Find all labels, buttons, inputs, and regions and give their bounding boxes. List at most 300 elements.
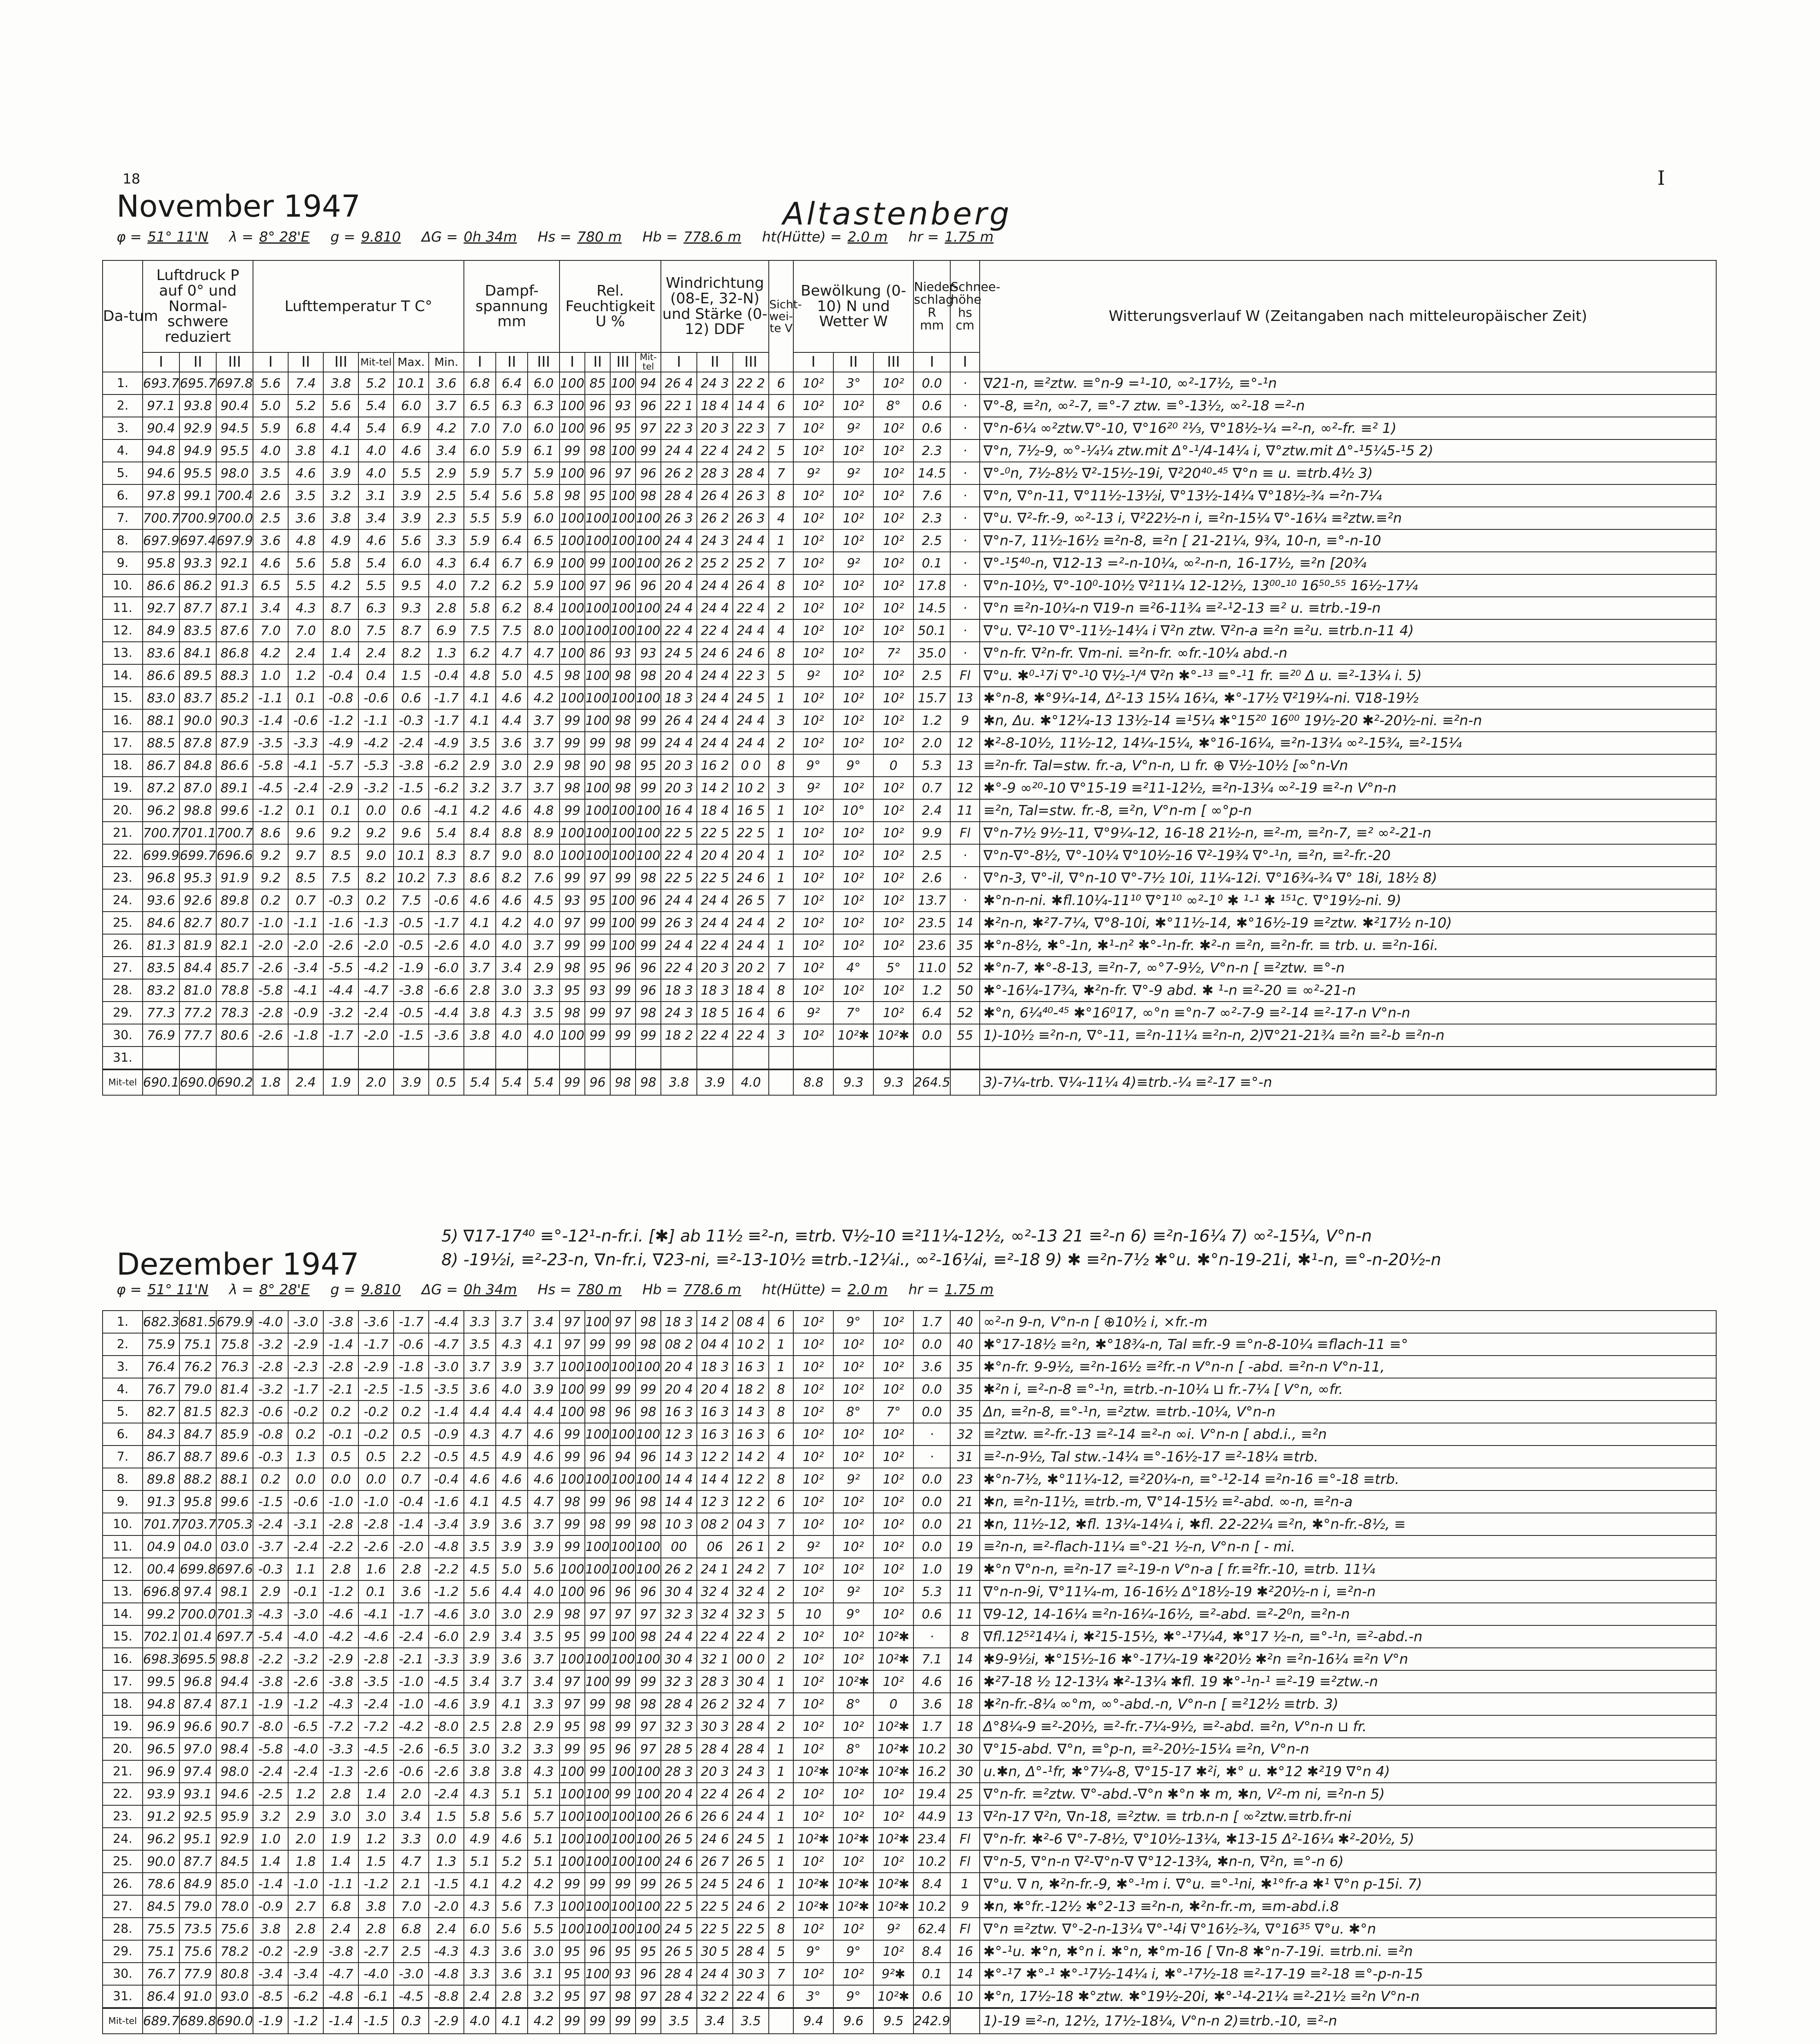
weather-notes-cell: ∇°n-10½, ∇°-10⁰-10½ ∇²11¼ 12-12½, 13⁰⁰-¹⁰ 16⁵⁰-⁵⁵ 16½-17¼: [980, 574, 1716, 597]
value-cell: 2: [769, 1783, 793, 1805]
value-cell: 24 4: [697, 687, 733, 709]
value-cell: 10²: [793, 1468, 833, 1490]
value-cell: 8.4: [528, 597, 560, 619]
value-cell: 10²✱: [873, 1828, 913, 1850]
value-cell: 62.4: [913, 1918, 950, 1940]
value-cell: 8.2: [358, 867, 394, 889]
value-cell: -4.0: [253, 1311, 288, 1333]
value-cell: 10²: [793, 1513, 833, 1535]
value-cell: 100: [560, 1648, 585, 1670]
value-cell: 5.1: [528, 1828, 560, 1850]
value-cell: -1.3: [323, 1760, 358, 1783]
value-cell: 10.2: [394, 867, 429, 889]
mean-value: 98: [636, 1069, 661, 1095]
value-cell: 9.0: [358, 844, 394, 867]
value-cell: -0.5: [394, 1002, 429, 1024]
value-cell: 100: [585, 1828, 610, 1850]
value-cell: 3.3: [464, 1311, 496, 1333]
value-cell: 26 3: [733, 484, 769, 507]
value-cell: 4.8: [528, 799, 560, 822]
value-cell: 10²: [833, 597, 873, 619]
value-cell: 30 5: [697, 1940, 733, 1963]
value-cell: 98: [610, 709, 636, 732]
value-cell: -0.9: [288, 1002, 323, 1024]
value-cell: 100: [610, 889, 636, 912]
value-cell: 96.2: [143, 1828, 179, 1850]
value-cell: 98: [610, 1693, 636, 1715]
value-cell: -4.6: [429, 1603, 464, 1625]
value-cell: 10 2: [733, 1333, 769, 1356]
mean-value: 5.4: [528, 1069, 560, 1095]
value-cell: -2.4: [288, 1535, 323, 1558]
day-row: [103, 642, 1716, 664]
value-cell: 9²: [793, 777, 833, 799]
weather-notes-cell: ✱°n-n-ni. ✱fl.10¼-11¹⁰ ∇°1¹⁰ ∞²-1⁰ ✱ ¹-¹ ✱ ¹⁵¹c. ∇°19½-ni. 9): [980, 889, 1716, 912]
value-cell: 96: [636, 889, 661, 912]
value-cell: 9°: [833, 1985, 873, 2008]
value-cell: -5.8: [253, 979, 288, 1002]
value-cell: 100: [560, 1895, 585, 1918]
value-cell: 95.3: [179, 867, 216, 889]
november-table: [102, 260, 1717, 1096]
value-cell: 08 2: [661, 1333, 697, 1356]
value-cell: 97: [560, 1670, 585, 1693]
value-cell: 99: [610, 1715, 636, 1738]
value-cell: 89.8: [143, 1468, 179, 1490]
day-row: [103, 619, 1716, 642]
value-cell: -4.3: [429, 1940, 464, 1963]
value-cell: 18: [950, 1693, 980, 1715]
mean-value: 9.3: [833, 1069, 873, 1095]
day-cell: 31.: [103, 1047, 143, 1069]
value-cell: 3.7: [528, 934, 560, 957]
value-cell: 2.9: [528, 754, 560, 777]
day-cell: 28.: [103, 1918, 143, 1940]
value-cell: 11: [950, 1603, 980, 1625]
value-cell: 100: [585, 1895, 610, 1918]
value-cell: 24 4: [697, 709, 733, 732]
value-cell: 19: [950, 1535, 980, 1558]
value-cell: 32 3: [661, 1715, 697, 1738]
value-cell: 5°: [873, 957, 913, 979]
value-cell: 3.6: [496, 1648, 528, 1670]
value-cell: 3.3: [429, 529, 464, 552]
value-cell: -4.0: [288, 1625, 323, 1648]
day-row: [103, 1850, 1716, 1873]
obs-mittel: Mit-tel: [358, 352, 394, 372]
weather-notes-cell: ∇°15-abd. ∇°n, ≡°p-n, ≡²-20½-15¼ ≡²n, V°n-n: [980, 1738, 1716, 1760]
value-cell: 5.9: [496, 439, 528, 462]
value-cell: 90.0: [143, 1850, 179, 1873]
value-cell: 698.3: [143, 1648, 179, 1670]
mean-value: -1.5: [358, 2008, 394, 2034]
weather-notes-cell: ✱°-¹7 ✱°-¹ ✱°-¹7½-14¼ i, ✱°-¹7½-18 ≡²-17-19 ≡²-18 ≡°-p-n-15: [980, 1963, 1716, 1985]
value-cell: 99: [610, 867, 636, 889]
value-cell: 8.0: [528, 844, 560, 867]
value-cell: 100: [636, 1468, 661, 1490]
value-cell: 13: [950, 754, 980, 777]
value-cell: 95.1: [179, 1828, 216, 1850]
value-cell: ·: [950, 529, 980, 552]
value-cell: 3.5: [528, 1625, 560, 1648]
value-cell: [636, 1047, 661, 1069]
value-cell: 10²: [873, 574, 913, 597]
value-cell: 5.4: [358, 552, 394, 574]
value-cell: 10²: [873, 1468, 913, 1490]
value-cell: 99: [636, 934, 661, 957]
value-cell: 98: [585, 439, 610, 462]
value-cell: 4.0: [253, 439, 288, 462]
value-cell: 8: [769, 979, 793, 1002]
value-cell: 8.4: [464, 822, 496, 844]
day-cell: 10.: [103, 574, 143, 597]
value-cell: 3.7: [528, 1513, 560, 1535]
value-cell: 1: [950, 1873, 980, 1895]
value-cell: 4.1: [496, 1693, 528, 1715]
value-cell: 24 6: [733, 1895, 769, 1918]
value-cell: 100: [636, 1423, 661, 1446]
value-cell: 7.5: [496, 619, 528, 642]
value-cell: -1.2: [429, 1580, 464, 1603]
value-cell: 21: [950, 1513, 980, 1535]
value-cell: 24 3: [697, 529, 733, 552]
day-row: [103, 754, 1716, 777]
value-cell: -1.6: [429, 1490, 464, 1513]
day-cell: 11.: [103, 597, 143, 619]
value-cell: 98: [560, 957, 585, 979]
value-cell: 97: [585, 867, 610, 889]
value-cell: 8°: [833, 1401, 873, 1423]
value-cell: 3.7: [528, 1356, 560, 1378]
value-cell: [769, 1047, 793, 1069]
value-cell: 18 3: [661, 1311, 697, 1333]
value-cell: 24 6: [733, 867, 769, 889]
value-cell: -4.5: [358, 1738, 394, 1760]
dezember-coordinates: φ = 51° 11'N λ = 8° 28'E g = 9.810 ΔG = 0h 34m Hs = 780 m Hb = 778.6 m ht(Hütte) = 2.0 m hr = 1.75 m: [116, 1282, 994, 1298]
value-cell: 55: [950, 1024, 980, 1047]
day-row: [103, 777, 1716, 799]
value-cell: -7.2: [358, 1715, 394, 1738]
value-cell: 10²: [873, 822, 913, 844]
value-cell: 3.8: [496, 1760, 528, 1783]
value-cell: 5.1: [528, 1783, 560, 1805]
weather-notes-cell: ✱n, ✱°fr.-12½ ✱°2-13 ≡²n-n, ✱²n-fr.-m, ≡m-abd.i.8: [980, 1895, 1716, 1918]
value-cell: -3.4: [288, 957, 323, 979]
value-cell: 28 4: [661, 1963, 697, 1985]
value-cell: 10²: [793, 912, 833, 934]
value-cell: 100: [560, 574, 585, 597]
value-cell: 97: [560, 1333, 585, 1356]
value-cell: -1.7: [323, 1024, 358, 1047]
value-cell: 6: [769, 1985, 793, 2008]
value-cell: 3.6: [496, 1963, 528, 1985]
value-cell: 84.1: [179, 642, 216, 664]
value-cell: 3.9: [464, 1693, 496, 1715]
value-cell: -2.7: [358, 1940, 394, 1963]
value-cell: 6.4: [913, 1002, 950, 1024]
value-cell: 22 4: [733, 1985, 769, 2008]
value-cell: 4.3: [464, 1895, 496, 1918]
value-cell: 700.7: [216, 822, 253, 844]
value-cell: 10²: [873, 709, 913, 732]
day-cell: 23.: [103, 1805, 143, 1828]
value-cell: 30 3: [733, 1963, 769, 1985]
value-cell: 1: [769, 822, 793, 844]
value-cell: 100: [610, 507, 636, 529]
mean-value: 4.2: [528, 2008, 560, 2034]
day-row: [103, 1378, 1716, 1401]
value-cell: 84.4: [179, 957, 216, 979]
value-cell: 7.6: [913, 484, 950, 507]
day-cell: 19.: [103, 777, 143, 799]
value-cell: -3.0: [429, 1356, 464, 1378]
value-cell: 10²: [793, 957, 833, 979]
value-cell: 1.9: [323, 1828, 358, 1850]
value-cell: 2.9: [464, 754, 496, 777]
weather-notes-cell: Δ°8¼-9 ≡²-20½, ≡²-fr.-7¼-9½, ≡²-abd. ≡²n, V°n-n ⊔ fr.: [980, 1715, 1716, 1738]
mean-value: [769, 1069, 793, 1095]
value-cell: 696.8: [143, 1580, 179, 1603]
value-cell: 4.1: [323, 439, 358, 462]
value-cell: 99: [636, 1670, 661, 1693]
value-cell: -3.1: [288, 1513, 323, 1535]
value-cell: 14: [950, 912, 980, 934]
value-cell: -4.3: [253, 1603, 288, 1625]
value-cell: ·: [950, 552, 980, 574]
value-cell: 10²: [873, 732, 913, 754]
value-cell: 100: [585, 597, 610, 619]
value-cell: -1.0: [394, 1670, 429, 1693]
col-witterungsverlauf: Witterungsverlauf W (Zeitangaben nach mitteleuropäischer Zeit): [980, 260, 1716, 372]
value-cell: 10²: [793, 732, 833, 754]
value-cell: -3.7: [253, 1535, 288, 1558]
value-cell: 18 4: [697, 394, 733, 417]
value-cell: 28 3: [661, 1760, 697, 1783]
value-cell: 98: [610, 777, 636, 799]
value-cell: 10.1: [394, 844, 429, 867]
value-cell: 98: [610, 1985, 636, 2008]
value-cell: 5.0: [496, 664, 528, 687]
day-row: [103, 507, 1716, 529]
value-cell: 10²: [793, 1356, 833, 1378]
day-cell: 9.: [103, 552, 143, 574]
value-cell: 10²: [793, 1783, 833, 1805]
weather-notes-cell: ≡²-n-9½, Tal stw.-14¼ ≡°-16½-17 ≡²-18¼ ≡trb.: [980, 1446, 1716, 1468]
value-cell: 10²: [833, 1423, 873, 1446]
value-cell: 100: [610, 799, 636, 822]
value-cell: 10²: [873, 417, 913, 439]
value-cell: 10²: [833, 439, 873, 462]
value-cell: 6: [769, 394, 793, 417]
col-datum: Da-tum: [103, 260, 143, 372]
value-cell: [661, 1047, 697, 1069]
value-cell: 10²: [833, 687, 873, 709]
value-cell: 97: [610, 1311, 636, 1333]
value-cell: 99.6: [216, 1490, 253, 1513]
value-cell: 22 4: [697, 1783, 733, 1805]
value-cell: [216, 1047, 253, 1069]
value-cell: 4°: [833, 957, 873, 979]
value-cell: -0.2: [358, 1423, 394, 1446]
value-cell: 10²: [793, 1625, 833, 1648]
value-cell: 7.3: [429, 867, 464, 889]
value-cell: 96.5: [143, 1738, 179, 1760]
value-cell: 99: [585, 1002, 610, 1024]
value-cell: -4.5: [429, 1670, 464, 1693]
value-cell: [873, 1047, 913, 1069]
value-cell: 96: [585, 1580, 610, 1603]
day-cell: 27.: [103, 957, 143, 979]
value-cell: -3.3: [429, 1648, 464, 1670]
value-cell: 4.6: [288, 462, 323, 484]
value-cell: 83.5: [179, 619, 216, 642]
value-cell: 10²: [793, 1648, 833, 1670]
value-cell: 24 4: [661, 1625, 697, 1648]
day-row: [103, 1580, 1716, 1603]
value-cell: 82.7: [179, 912, 216, 934]
weather-notes-cell: ✱n, ≡²n-11½, ≡trb.-m, ∇°14-15½ ≡²-abd. ∞-n, ≡²n-a: [980, 1490, 1716, 1513]
obs-1: I: [464, 352, 496, 372]
value-cell: 100: [610, 934, 636, 957]
value-cell: 5.5: [394, 462, 429, 484]
value-cell: -3.5: [429, 1378, 464, 1401]
value-cell: 22 2: [733, 372, 769, 394]
value-cell: 18 2: [733, 1378, 769, 1401]
value-cell: 9²: [833, 1468, 873, 1490]
value-cell: ·: [950, 619, 980, 642]
value-cell: 94.4: [216, 1670, 253, 1693]
mean-value: 9.5: [873, 2008, 913, 2034]
value-cell: 4.0: [528, 1580, 560, 1603]
value-cell: 12 3: [697, 1490, 733, 1513]
value-cell: -4.6: [358, 1625, 394, 1648]
value-cell: 1: [769, 1356, 793, 1378]
value-cell: 20 4: [661, 574, 697, 597]
value-cell: 95: [560, 979, 585, 1002]
value-cell: 87.1: [216, 597, 253, 619]
value-cell: 06: [697, 1535, 733, 1558]
value-cell: 6.8: [464, 372, 496, 394]
value-cell: 100: [636, 687, 661, 709]
value-cell: 2: [769, 1648, 793, 1670]
value-cell: 00: [661, 1535, 697, 1558]
value-cell: 5.9: [464, 462, 496, 484]
value-cell: 40: [950, 1311, 980, 1333]
value-cell: 5.2: [496, 1850, 528, 1873]
value-cell: 100: [560, 372, 585, 394]
value-cell: 1.2: [913, 709, 950, 732]
value-cell: 99: [560, 1513, 585, 1535]
value-cell: [253, 1047, 288, 1069]
value-cell: 682.3: [143, 1311, 179, 1333]
value-cell: 2.9: [288, 1805, 323, 1828]
value-cell: 99.5: [143, 1670, 179, 1693]
value-cell: -1.0: [358, 1490, 394, 1513]
value-cell: -1.3: [358, 912, 394, 934]
value-cell: ·: [950, 844, 980, 867]
value-cell: 5.8: [464, 597, 496, 619]
value-cell: 10²: [793, 1580, 833, 1603]
value-cell: 16 4: [733, 1002, 769, 1024]
value-cell: 100: [636, 1356, 661, 1378]
value-cell: 5.6: [496, 1895, 528, 1918]
value-cell: -0.6: [253, 1401, 288, 1423]
value-cell: 26 4: [697, 484, 733, 507]
value-cell: 3: [769, 777, 793, 799]
value-cell: 14: [950, 1648, 980, 1670]
value-cell: 10²: [793, 619, 833, 642]
value-cell: -0.3: [323, 889, 358, 912]
day-cell: 31.: [103, 1985, 143, 2008]
weather-notes-cell: ✱°n-7, ✱°-8-13, ≡²n-7, ∞°7-9½, V°n-n [ ≡²ztw. ≡°-n: [980, 957, 1716, 979]
value-cell: 26 2: [661, 1558, 697, 1580]
value-cell: -0.3: [253, 1446, 288, 1468]
value-cell: 2.4: [429, 1918, 464, 1940]
value-cell: 10²✱: [793, 1895, 833, 1918]
value-cell: 98: [560, 1490, 585, 1513]
value-cell: -5.8: [253, 1738, 288, 1760]
value-cell: 1.0: [253, 664, 288, 687]
value-cell: 2: [769, 1535, 793, 1558]
value-cell: 4.4: [496, 1580, 528, 1603]
value-cell: 81.0: [179, 979, 216, 1002]
weather-notes-cell: ∇9-12, 14-16¼ ≡²n-16¼-16½, ≡²-abd. ≡²-2⁰n, ≡²n-n: [980, 1603, 1716, 1625]
value-cell: ·: [950, 507, 980, 529]
day-row: [103, 1783, 1716, 1805]
col-niederschlag: Nieder-schlag R mm: [913, 260, 950, 352]
value-cell: 7.0: [496, 417, 528, 439]
value-cell: 99: [560, 1446, 585, 1468]
value-cell: 5.6: [288, 552, 323, 574]
value-cell: -1.4: [323, 1333, 358, 1356]
value-cell: 19: [950, 1558, 980, 1580]
value-cell: 1: [769, 1828, 793, 1850]
mean-value: 9.3: [873, 1069, 913, 1095]
day-cell: 26.: [103, 1873, 143, 1895]
weather-notes-cell: u.✱n, Δ°-¹fr, ✱°7¼-8, ∇°15-17 ✱²i, ✱° u. ✱°12 ✱²19 ∇°n 4): [980, 1760, 1716, 1783]
value-cell: 4.6: [496, 889, 528, 912]
value-cell: 1.7: [913, 1715, 950, 1738]
value-cell: 0.0: [913, 1378, 950, 1401]
value-cell: 9²: [873, 1918, 913, 1940]
value-cell: 24 4: [733, 1805, 769, 1828]
value-cell: 3.9: [464, 1648, 496, 1670]
value-cell: 10²✱: [873, 1738, 913, 1760]
value-cell: 30 4: [733, 1670, 769, 1693]
value-cell: 4.4: [464, 1401, 496, 1423]
mean-value: [950, 2008, 980, 2034]
value-cell: 3.8: [288, 439, 323, 462]
obs-1: I: [253, 352, 288, 372]
value-cell: 100: [610, 1850, 636, 1873]
day-row: [103, 552, 1716, 574]
value-cell: -4.8: [323, 1985, 358, 2008]
weather-notes-cell: ✱n, 11½-12, ✱fl. 13¼-14¼ i, ✱fl. 22-22¼ ≡²n, ✱°n-fr.-8½, ≡: [980, 1513, 1716, 1535]
value-cell: 23.5: [913, 912, 950, 934]
value-cell: 4.3: [464, 1940, 496, 1963]
value-cell: 5.4: [358, 417, 394, 439]
value-cell: 99: [560, 439, 585, 462]
weather-notes-cell: ∞²-n 9-n, V°n-n [ ⊕10½ i, ⨯fr.-m: [980, 1311, 1716, 1333]
value-cell: 7.5: [394, 889, 429, 912]
value-cell: 5.3: [913, 754, 950, 777]
value-cell: 32 4: [697, 1580, 733, 1603]
value-cell: 100: [636, 529, 661, 552]
value-cell: 0.7: [913, 777, 950, 799]
value-cell: 100: [585, 1423, 610, 1446]
value-cell: 97: [610, 462, 636, 484]
mean-value: -1.2: [288, 2008, 323, 2034]
